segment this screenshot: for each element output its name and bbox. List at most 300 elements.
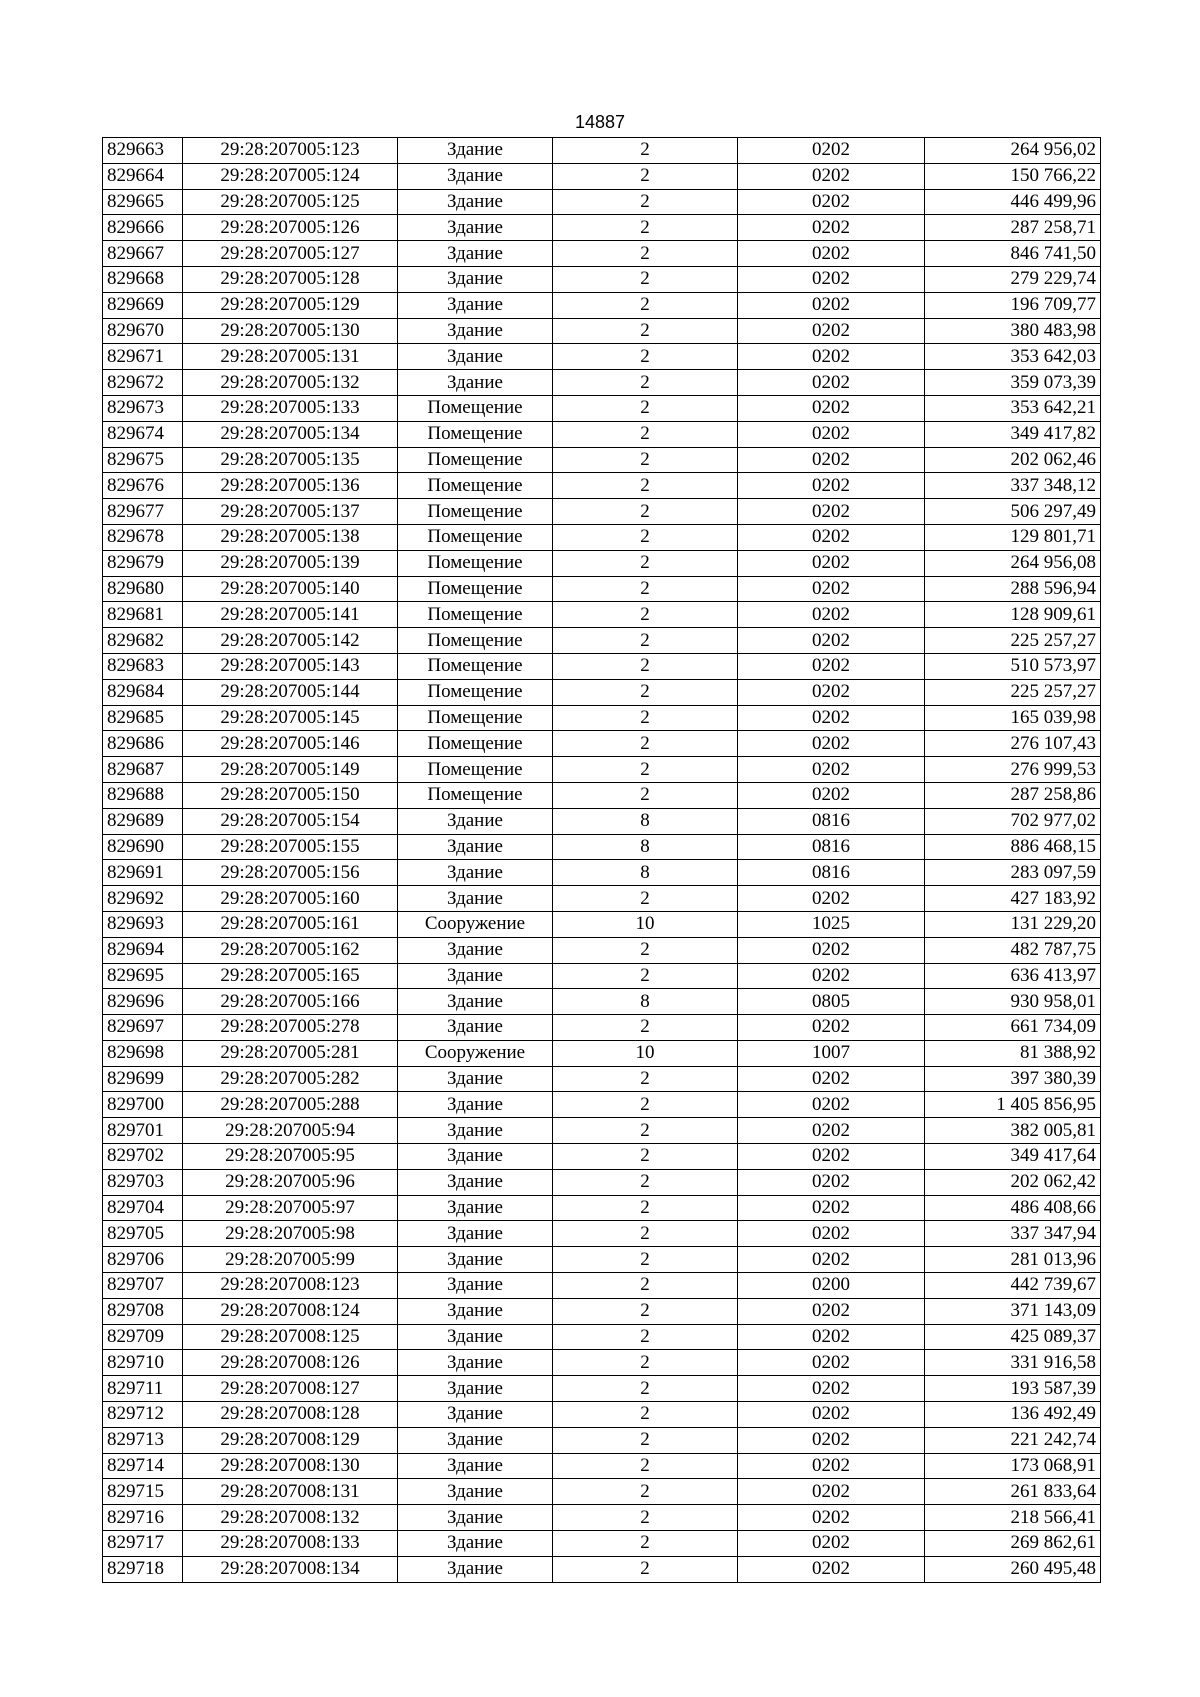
cell-cadastral-number: 29:28:207005:132 — [183, 370, 398, 396]
cell-cadastral-number: 29:28:207005:161 — [183, 911, 398, 937]
cell-cadastral-value: 1 405 856,95 — [925, 1092, 1101, 1118]
table-row — [103, 705, 1101, 731]
cell-record-number: 829664 — [103, 163, 183, 189]
cell-cadastral-number: 29:28:207005:141 — [183, 602, 398, 628]
cell-object-type: Помещение — [398, 731, 553, 757]
cell-cadastral-value: 261 833,64 — [925, 1479, 1101, 1505]
cell-cadastral-number: 29:28:207008:128 — [183, 1402, 398, 1428]
cell-cadastral-number: 29:28:207005:281 — [183, 1040, 398, 1066]
cell-record-number: 829683 — [103, 653, 183, 679]
cell-cadastral-value: 202 062,46 — [925, 447, 1101, 473]
table-row — [103, 473, 1101, 499]
cell-record-number: 829695 — [103, 963, 183, 989]
cell-group: 2 — [553, 266, 738, 292]
cell-object-type: Здание — [398, 1092, 553, 1118]
cell-group: 2 — [553, 318, 738, 344]
cell-cadastral-value: 349 417,64 — [925, 1144, 1101, 1170]
cell-group: 2 — [553, 550, 738, 576]
cell-code: 0202 — [738, 550, 925, 576]
cell-code: 0202 — [738, 886, 925, 912]
cell-cadastral-value: 331 916,58 — [925, 1350, 1101, 1376]
cell-code: 0202 — [738, 292, 925, 318]
table-row — [103, 1247, 1101, 1273]
cell-cadastral-value: 225 257,27 — [925, 679, 1101, 705]
cell-cadastral-number: 29:28:207005:98 — [183, 1221, 398, 1247]
cell-cadastral-value: 886 468,15 — [925, 834, 1101, 860]
cell-group: 2 — [553, 241, 738, 267]
cell-record-number: 829668 — [103, 266, 183, 292]
cell-record-number: 829677 — [103, 499, 183, 525]
cell-group: 2 — [553, 1402, 738, 1428]
cell-cadastral-value: 279 229,74 — [925, 266, 1101, 292]
cell-cadastral-value: 264 956,02 — [925, 138, 1101, 164]
cell-group: 2 — [553, 628, 738, 654]
table-row — [103, 1427, 1101, 1453]
cell-cadastral-value: 173 068,91 — [925, 1453, 1101, 1479]
cell-cadastral-number: 29:28:207005:97 — [183, 1195, 398, 1221]
cell-object-type: Помещение — [398, 628, 553, 654]
cell-code: 0202 — [738, 1247, 925, 1273]
cell-cadastral-value: 359 073,39 — [925, 370, 1101, 396]
cell-group: 2 — [553, 499, 738, 525]
cell-cadastral-number: 29:28:207005:99 — [183, 1247, 398, 1273]
cell-object-type: Здание — [398, 344, 553, 370]
cell-record-number: 829707 — [103, 1273, 183, 1299]
table-row — [103, 1195, 1101, 1221]
cell-cadastral-value: 371 143,09 — [925, 1298, 1101, 1324]
cell-cadastral-value: 636 413,97 — [925, 963, 1101, 989]
cell-cadastral-number: 29:28:207008:133 — [183, 1531, 398, 1557]
cell-cadastral-number: 29:28:207005:124 — [183, 163, 398, 189]
cell-group: 2 — [553, 1092, 738, 1118]
cell-code: 0202 — [738, 653, 925, 679]
cell-group: 2 — [553, 886, 738, 912]
cell-record-number: 829691 — [103, 860, 183, 886]
cell-group: 2 — [553, 576, 738, 602]
cell-object-type: Здание — [398, 370, 553, 396]
cell-record-number: 829697 — [103, 1015, 183, 1041]
cell-cadastral-number: 29:28:207008:123 — [183, 1273, 398, 1299]
cell-group: 2 — [553, 421, 738, 447]
cell-code: 0202 — [738, 937, 925, 963]
cell-record-number: 829714 — [103, 1453, 183, 1479]
cell-code: 0202 — [738, 421, 925, 447]
cell-code: 0202 — [738, 1195, 925, 1221]
cell-cadastral-value: 264 956,08 — [925, 550, 1101, 576]
table-row — [103, 1479, 1101, 1505]
cell-cadastral-number: 29:28:207005:136 — [183, 473, 398, 499]
cell-cadastral-value: 661 734,09 — [925, 1015, 1101, 1041]
cell-record-number: 829679 — [103, 550, 183, 576]
table-row — [103, 550, 1101, 576]
cell-cadastral-number: 29:28:207005:138 — [183, 524, 398, 550]
cell-code: 0202 — [738, 1221, 925, 1247]
cell-record-number: 829689 — [103, 808, 183, 834]
cell-cadastral-value: 129 801,71 — [925, 524, 1101, 550]
table-row — [103, 1556, 1101, 1582]
cell-code: 0202 — [738, 963, 925, 989]
cell-object-type: Здание — [398, 860, 553, 886]
cell-record-number: 829699 — [103, 1066, 183, 1092]
table-row — [103, 1376, 1101, 1402]
cell-record-number: 829693 — [103, 911, 183, 937]
cell-group: 2 — [553, 189, 738, 215]
cell-object-type: Здание — [398, 1066, 553, 1092]
table-row — [103, 1118, 1101, 1144]
cell-record-number: 829715 — [103, 1479, 183, 1505]
cell-object-type: Здание — [398, 808, 553, 834]
cell-code: 0202 — [738, 344, 925, 370]
cell-group: 10 — [553, 1040, 738, 1066]
table-row — [103, 679, 1101, 705]
cell-object-type: Здание — [398, 138, 553, 164]
cell-group: 2 — [553, 163, 738, 189]
cell-cadastral-number: 29:28:207008:124 — [183, 1298, 398, 1324]
cell-group: 2 — [553, 292, 738, 318]
table-row — [103, 1144, 1101, 1170]
cell-cadastral-number: 29:28:207005:278 — [183, 1015, 398, 1041]
registry-table-body — [103, 138, 1101, 1583]
cell-group: 8 — [553, 834, 738, 860]
cell-cadastral-number: 29:28:207005:166 — [183, 989, 398, 1015]
cell-code: 0805 — [738, 989, 925, 1015]
cell-cadastral-value: 150 766,22 — [925, 163, 1101, 189]
cell-record-number: 829680 — [103, 576, 183, 602]
table-row — [103, 1531, 1101, 1557]
cell-code: 0202 — [738, 1402, 925, 1428]
cell-group: 2 — [553, 1066, 738, 1092]
cell-code: 0202 — [738, 499, 925, 525]
cell-object-type: Здание — [398, 1273, 553, 1299]
cell-record-number: 829686 — [103, 731, 183, 757]
cell-code: 0202 — [738, 1350, 925, 1376]
cell-code: 0202 — [738, 241, 925, 267]
cell-cadastral-value: 337 348,12 — [925, 473, 1101, 499]
cell-code: 0202 — [738, 524, 925, 550]
cell-record-number: 829688 — [103, 782, 183, 808]
cell-record-number: 829696 — [103, 989, 183, 1015]
cell-object-type: Здание — [398, 1169, 553, 1195]
cell-cadastral-value: 353 642,21 — [925, 395, 1101, 421]
cell-record-number: 829708 — [103, 1298, 183, 1324]
table-row — [103, 138, 1101, 164]
cell-group: 2 — [553, 395, 738, 421]
cell-object-type: Здание — [398, 1144, 553, 1170]
cell-group: 2 — [553, 524, 738, 550]
cell-record-number: 829700 — [103, 1092, 183, 1118]
cell-code: 0202 — [738, 1066, 925, 1092]
cell-code: 0202 — [738, 215, 925, 241]
cell-code: 0202 — [738, 782, 925, 808]
table-row — [103, 860, 1101, 886]
cell-code: 0202 — [738, 447, 925, 473]
cell-record-number: 829687 — [103, 757, 183, 783]
cell-cadastral-number: 29:28:207005:131 — [183, 344, 398, 370]
cell-cadastral-number: 29:28:207005:143 — [183, 653, 398, 679]
cell-record-number: 829678 — [103, 524, 183, 550]
cell-object-type: Помещение — [398, 679, 553, 705]
cell-cadastral-value: 288 596,94 — [925, 576, 1101, 602]
cell-record-number: 829694 — [103, 937, 183, 963]
table-row — [103, 834, 1101, 860]
cell-record-number: 829676 — [103, 473, 183, 499]
table-row — [103, 189, 1101, 215]
cell-object-type: Здание — [398, 1479, 553, 1505]
cell-code: 0202 — [738, 1092, 925, 1118]
cell-cadastral-number: 29:28:207005:154 — [183, 808, 398, 834]
cell-code: 0202 — [738, 1556, 925, 1582]
cell-cadastral-number: 29:28:207005:156 — [183, 860, 398, 886]
cell-object-type: Здание — [398, 886, 553, 912]
cell-group: 2 — [553, 1015, 738, 1041]
cell-cadastral-value: 281 013,96 — [925, 1247, 1101, 1273]
cell-record-number: 829681 — [103, 602, 183, 628]
cell-object-type: Помещение — [398, 576, 553, 602]
cell-record-number: 829702 — [103, 1144, 183, 1170]
cell-cadastral-number: 29:28:207005:282 — [183, 1066, 398, 1092]
cell-cadastral-value: 506 297,49 — [925, 499, 1101, 525]
table-row — [103, 421, 1101, 447]
table-row — [103, 292, 1101, 318]
cell-cadastral-number: 29:28:207005:126 — [183, 215, 398, 241]
cell-cadastral-value: 397 380,39 — [925, 1066, 1101, 1092]
table-row — [103, 395, 1101, 421]
cell-cadastral-value: 380 483,98 — [925, 318, 1101, 344]
cell-group: 8 — [553, 808, 738, 834]
cell-code: 0200 — [738, 1273, 925, 1299]
table-row — [103, 1015, 1101, 1041]
cell-group: 2 — [553, 963, 738, 989]
cell-cadastral-value: 260 495,48 — [925, 1556, 1101, 1582]
cell-object-type: Помещение — [398, 499, 553, 525]
cell-object-type: Помещение — [398, 550, 553, 576]
cell-cadastral-value: 128 909,61 — [925, 602, 1101, 628]
cell-cadastral-value: 287 258,71 — [925, 215, 1101, 241]
cell-code: 0202 — [738, 395, 925, 421]
cell-record-number: 829685 — [103, 705, 183, 731]
cell-group: 2 — [553, 1169, 738, 1195]
cell-code: 0202 — [738, 679, 925, 705]
cell-cadastral-number: 29:28:207005:95 — [183, 1144, 398, 1170]
cell-group: 2 — [553, 1531, 738, 1557]
cell-cadastral-value: 427 183,92 — [925, 886, 1101, 912]
table-row — [103, 653, 1101, 679]
cell-group: 2 — [553, 1144, 738, 1170]
table-row — [103, 782, 1101, 808]
cell-object-type: Здание — [398, 963, 553, 989]
registry-table — [102, 137, 1101, 1583]
cell-group: 2 — [553, 1324, 738, 1350]
cell-group: 2 — [553, 782, 738, 808]
cell-group: 2 — [553, 705, 738, 731]
cell-cadastral-number: 29:28:207005:288 — [183, 1092, 398, 1118]
cell-object-type: Здание — [398, 163, 553, 189]
cell-group: 10 — [553, 911, 738, 937]
cell-cadastral-number: 29:28:207005:162 — [183, 937, 398, 963]
cell-code: 0202 — [738, 628, 925, 654]
table-row — [103, 602, 1101, 628]
cell-cadastral-number: 29:28:207005:165 — [183, 963, 398, 989]
cell-code: 0202 — [738, 473, 925, 499]
cell-code: 0816 — [738, 808, 925, 834]
cell-group: 2 — [553, 731, 738, 757]
cell-group: 2 — [553, 1221, 738, 1247]
cell-cadastral-value: 482 787,75 — [925, 937, 1101, 963]
cell-group: 2 — [553, 937, 738, 963]
cell-group: 2 — [553, 1376, 738, 1402]
cell-cadastral-value: 930 958,01 — [925, 989, 1101, 1015]
cell-object-type: Здание — [398, 241, 553, 267]
cell-cadastral-number: 29:28:207005:142 — [183, 628, 398, 654]
cell-cadastral-value: 349 417,82 — [925, 421, 1101, 447]
cell-code: 0202 — [738, 1144, 925, 1170]
cell-object-type: Помещение — [398, 782, 553, 808]
cell-object-type: Здание — [398, 1531, 553, 1557]
table-row — [103, 1092, 1101, 1118]
cell-code: 0202 — [738, 1453, 925, 1479]
cell-code: 0202 — [738, 189, 925, 215]
cell-group: 2 — [553, 1247, 738, 1273]
cell-cadastral-value: 276 107,43 — [925, 731, 1101, 757]
cell-code: 0202 — [738, 163, 925, 189]
cell-record-number: 829711 — [103, 1376, 183, 1402]
cell-code: 0202 — [738, 370, 925, 396]
cell-cadastral-value: 442 739,67 — [925, 1273, 1101, 1299]
cell-object-type: Помещение — [398, 473, 553, 499]
cell-group: 2 — [553, 757, 738, 783]
cell-record-number: 829709 — [103, 1324, 183, 1350]
cell-record-number: 829670 — [103, 318, 183, 344]
cell-record-number: 829701 — [103, 1118, 183, 1144]
cell-cadastral-number: 29:28:207008:130 — [183, 1453, 398, 1479]
cell-group: 2 — [553, 1556, 738, 1582]
cell-record-number: 829705 — [103, 1221, 183, 1247]
cell-object-type: Здание — [398, 1350, 553, 1376]
cell-code: 0202 — [738, 731, 925, 757]
cell-cadastral-number: 29:28:207005:160 — [183, 886, 398, 912]
cell-record-number: 829673 — [103, 395, 183, 421]
table-row — [103, 215, 1101, 241]
cell-object-type: Здание — [398, 1453, 553, 1479]
table-row — [103, 499, 1101, 525]
cell-cadastral-number: 29:28:207005:146 — [183, 731, 398, 757]
cell-object-type: Здание — [398, 1195, 553, 1221]
cell-object-type: Здание — [398, 1376, 553, 1402]
cell-record-number: 829665 — [103, 189, 183, 215]
cell-cadastral-number: 29:28:207008:132 — [183, 1505, 398, 1531]
cell-code: 0202 — [738, 1169, 925, 1195]
cell-cadastral-number: 29:28:207008:131 — [183, 1479, 398, 1505]
cell-code: 0202 — [738, 318, 925, 344]
cell-code: 0202 — [738, 1118, 925, 1144]
cell-group: 2 — [553, 1427, 738, 1453]
cell-cadastral-value: 269 862,61 — [925, 1531, 1101, 1557]
cell-group: 2 — [553, 138, 738, 164]
cell-cadastral-value: 218 566,41 — [925, 1505, 1101, 1531]
cell-cadastral-number: 29:28:207005:155 — [183, 834, 398, 860]
table-row — [103, 1221, 1101, 1247]
cell-object-type: Здание — [398, 1505, 553, 1531]
cell-group: 2 — [553, 447, 738, 473]
cell-object-type: Здание — [398, 937, 553, 963]
cell-cadastral-number: 29:28:207005:128 — [183, 266, 398, 292]
page-number: 14887 — [574, 112, 626, 132]
cell-object-type: Здание — [398, 318, 553, 344]
cell-cadastral-number: 29:28:207005:135 — [183, 447, 398, 473]
cell-record-number: 829666 — [103, 215, 183, 241]
cell-cadastral-value: 702 977,02 — [925, 808, 1101, 834]
cell-record-number: 829710 — [103, 1350, 183, 1376]
cell-group: 8 — [553, 860, 738, 886]
cell-cadastral-number: 29:28:207005:137 — [183, 499, 398, 525]
cell-cadastral-value: 276 999,53 — [925, 757, 1101, 783]
cell-object-type: Помещение — [398, 653, 553, 679]
cell-record-number: 829704 — [103, 1195, 183, 1221]
cell-code: 0202 — [738, 576, 925, 602]
cell-record-number: 829663 — [103, 138, 183, 164]
cell-group: 2 — [553, 473, 738, 499]
cell-object-type: Помещение — [398, 421, 553, 447]
cell-group: 2 — [553, 1350, 738, 1376]
table-row — [103, 447, 1101, 473]
cell-code: 0202 — [738, 1427, 925, 1453]
cell-code: 0202 — [738, 1531, 925, 1557]
cell-object-type: Здание — [398, 215, 553, 241]
cell-object-type: Помещение — [398, 447, 553, 473]
cell-cadastral-value: 193 587,39 — [925, 1376, 1101, 1402]
cell-group: 2 — [553, 344, 738, 370]
cell-cadastral-number: 29:28:207005:134 — [183, 421, 398, 447]
cell-code: 0202 — [738, 1479, 925, 1505]
cell-cadastral-value: 283 097,59 — [925, 860, 1101, 886]
cell-object-type: Сооружение — [398, 911, 553, 937]
cell-object-type: Здание — [398, 834, 553, 860]
table-row — [103, 911, 1101, 937]
cell-object-type: Здание — [398, 1221, 553, 1247]
cell-group: 2 — [553, 370, 738, 396]
cell-record-number: 829698 — [103, 1040, 183, 1066]
cell-group: 2 — [553, 1453, 738, 1479]
cell-object-type: Здание — [398, 1427, 553, 1453]
cell-object-type: Помещение — [398, 395, 553, 421]
cell-cadastral-value: 510 573,97 — [925, 653, 1101, 679]
cell-cadastral-value: 225 257,27 — [925, 628, 1101, 654]
cell-record-number: 829706 — [103, 1247, 183, 1273]
cell-record-number: 829671 — [103, 344, 183, 370]
cell-cadastral-number: 29:28:207005:125 — [183, 189, 398, 215]
cell-record-number: 829672 — [103, 370, 183, 396]
cell-object-type: Сооружение — [398, 1040, 553, 1066]
cell-cadastral-value: 136 492,49 — [925, 1402, 1101, 1428]
cell-group: 8 — [553, 989, 738, 1015]
table-row — [103, 1169, 1101, 1195]
cell-object-type: Здание — [398, 1118, 553, 1144]
table-row — [103, 937, 1101, 963]
cell-object-type: Здание — [398, 189, 553, 215]
cell-code: 0202 — [738, 1376, 925, 1402]
cell-cadastral-number: 29:28:207005:133 — [183, 395, 398, 421]
table-row — [103, 576, 1101, 602]
cell-cadastral-number: 29:28:207005:96 — [183, 1169, 398, 1195]
cell-cadastral-number: 29:28:207005:149 — [183, 757, 398, 783]
cell-record-number: 829713 — [103, 1427, 183, 1453]
table-row — [103, 524, 1101, 550]
cell-group: 2 — [553, 1479, 738, 1505]
cell-cadastral-number: 29:28:207005:94 — [183, 1118, 398, 1144]
cell-cadastral-number: 29:28:207008:134 — [183, 1556, 398, 1582]
cell-cadastral-value: 131 229,20 — [925, 911, 1101, 937]
cell-cadastral-value: 196 709,77 — [925, 292, 1101, 318]
